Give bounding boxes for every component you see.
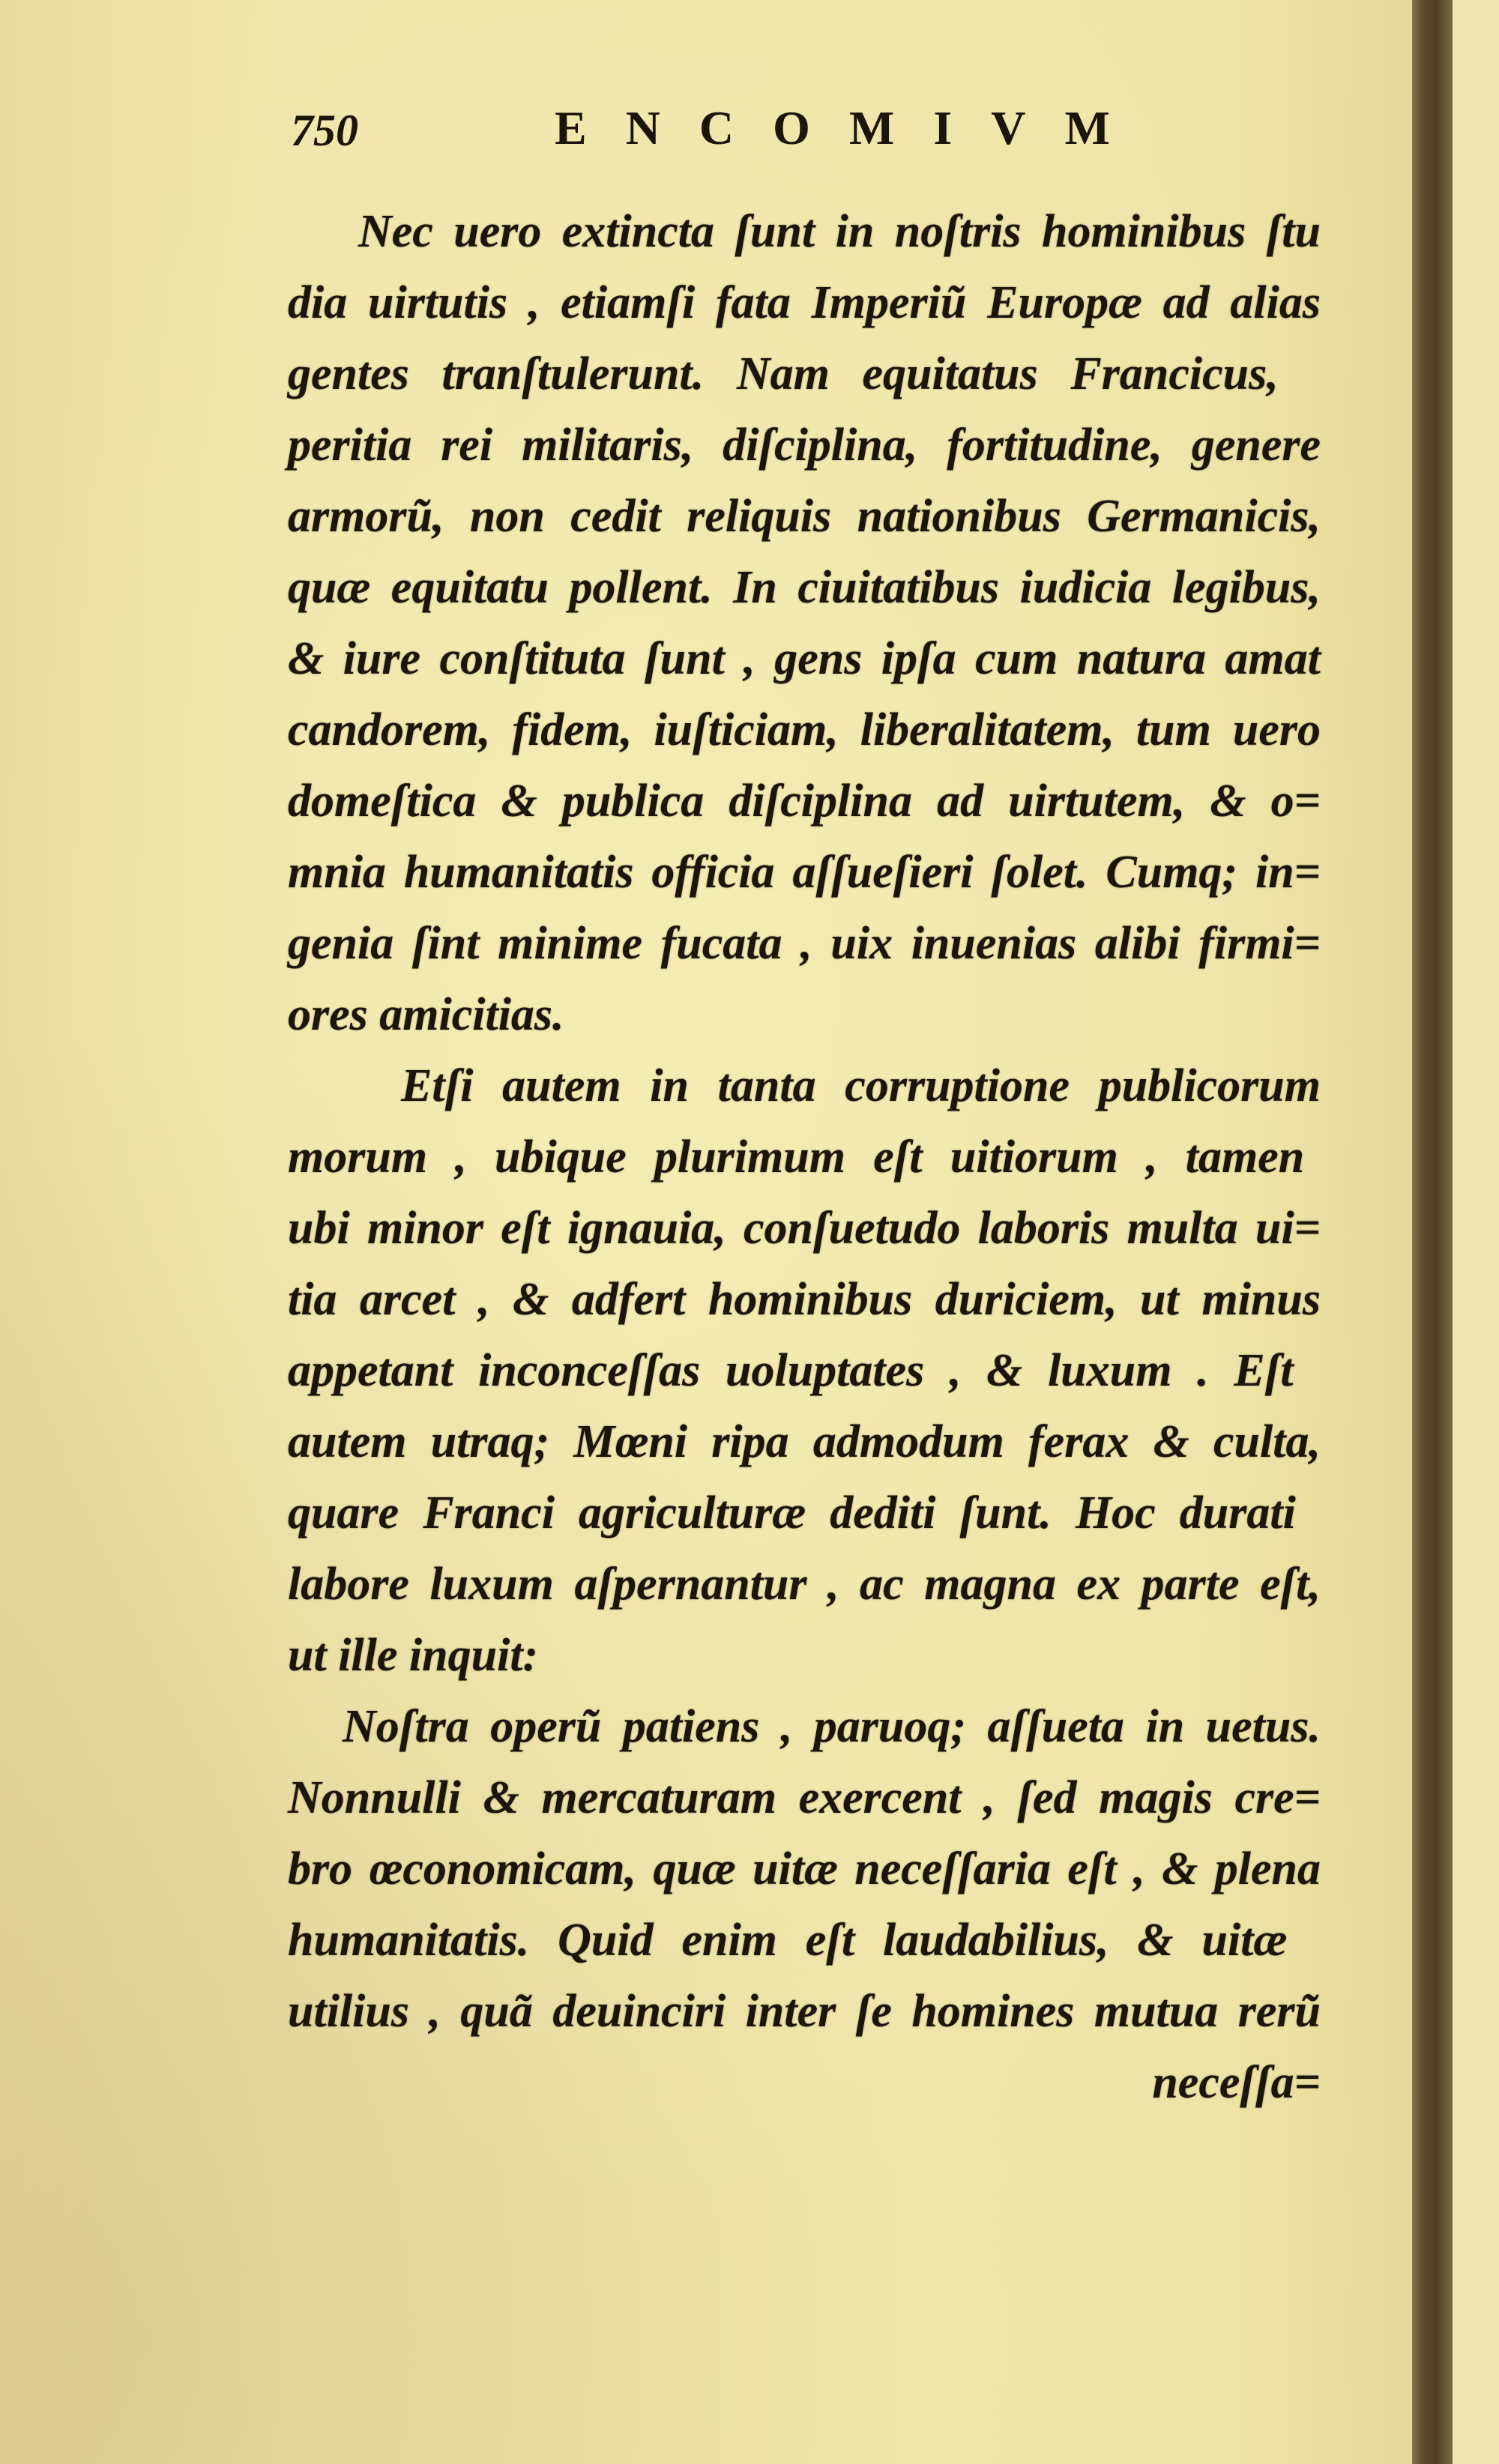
text-line [288, 196, 1321, 268]
line-text: domeſtica & publica diſciplina ad uirtutem, & o= [288, 776, 1321, 827]
text-line [288, 979, 1321, 1051]
line-text: morum , ubique plurimum eſt uitiorum , tamen [288, 1132, 1305, 1183]
text-line [288, 1905, 1321, 1976]
line-text: Noſtra operũ patiens , paruoq; aſſueta in uetus. [343, 1701, 1321, 1752]
line-text: mnia humanitatis officia aſſueſieri ſolet. Cumq; in= [288, 847, 1321, 898]
page-number: 750 [291, 106, 358, 155]
line-text: appetant inconceſſas uoluptates , & luxum . Eſt [288, 1345, 1294, 1396]
text-line [288, 623, 1321, 695]
adjacent-page-edge [1453, 0, 1499, 2464]
line-text: Nec uero extincta ſunt in noſtris hominibus ſtu [358, 206, 1321, 257]
line-text: tia arcet , & adfert hominibus duriciem, ut minus [288, 1274, 1321, 1325]
text-line [288, 1122, 1321, 1193]
text-line [288, 766, 1321, 837]
text-line [288, 695, 1321, 766]
text-line [288, 1549, 1321, 1620]
text-line [288, 339, 1321, 410]
line-text: peritia rei militaris, diſciplina, fortitudine, genere [288, 420, 1321, 471]
text-line [288, 1478, 1321, 1549]
line-text: humanitatis. Quid enim eſt laudabilius, & uitæ [288, 1915, 1288, 1966]
line-text: ubi minor eſt ignauia, conſuetudo laboris multa ui= [288, 1203, 1321, 1254]
line-text: quæ equitatu pollent. In ciuitatibus iudicia legibus, [288, 562, 1321, 613]
text-line [288, 1193, 1321, 1264]
catchword [288, 2047, 1321, 2119]
text-line [288, 1976, 1321, 2047]
line-text: quare Franci agriculturæ dediti ſunt. Hoc durati [288, 1488, 1296, 1539]
text-line [288, 1834, 1321, 1905]
catchword-text: neceſſa= [1152, 2057, 1321, 2108]
line-text: dia uirtutis , etiamſi fata Imperiũ Europæ ad alias [288, 277, 1321, 328]
line-text: Nonnulli & mercaturam exercent , ſed magis cre= [288, 1772, 1321, 1823]
verse-line [288, 1691, 1321, 1763]
line-text: & iure conſtituta ſunt , gens ipſa cum natura amat [288, 633, 1321, 684]
text-line [288, 908, 1321, 979]
line-text: ores amicitias. [288, 989, 564, 1040]
text-line [288, 837, 1321, 908]
text-line [288, 481, 1321, 552]
body-text [288, 196, 1321, 2119]
text-line [288, 1407, 1321, 1478]
line-text: labore luxum aſpernantur , ac magna ex parte eſt, [288, 1559, 1321, 1610]
text-line [288, 410, 1321, 481]
text-line [288, 1620, 1321, 1691]
line-text: armorũ, non cedit reliquis nationibus Germanicis, [288, 491, 1321, 542]
line-text: ut ille inquit: [288, 1630, 539, 1681]
text-line [288, 268, 1321, 339]
page-header [291, 96, 1325, 163]
book-gutter-edge [1412, 0, 1453, 2464]
text-line [288, 552, 1321, 623]
text-line [288, 1763, 1321, 1834]
line-text: genia ſint minime fucata , uix inuenias alibi firmi= [288, 918, 1321, 969]
line-text: autem utraq; Mœni ripa admodum ferax & culta, [288, 1416, 1321, 1467]
line-text: candorem, fidem, iuſticiam, liberalitatem, tum uero [288, 704, 1321, 755]
running-title: ENCOMIVM [555, 101, 1149, 154]
line-text: utilius , quã deuinciri inter ſe homines mutua rerũ [288, 1986, 1321, 2037]
text-line [288, 1335, 1321, 1407]
line-text: Etſi autem in tanta corruptione publicorum [401, 1060, 1321, 1111]
line-text: bro œconomicam, quæ uitæ neceſſaria eſt , & plena [288, 1844, 1321, 1894]
text-line [288, 1051, 1321, 1122]
text-line [288, 1264, 1321, 1335]
line-text: gentes tranſtulerunt. Nam equitatus Francicus, [288, 348, 1279, 399]
